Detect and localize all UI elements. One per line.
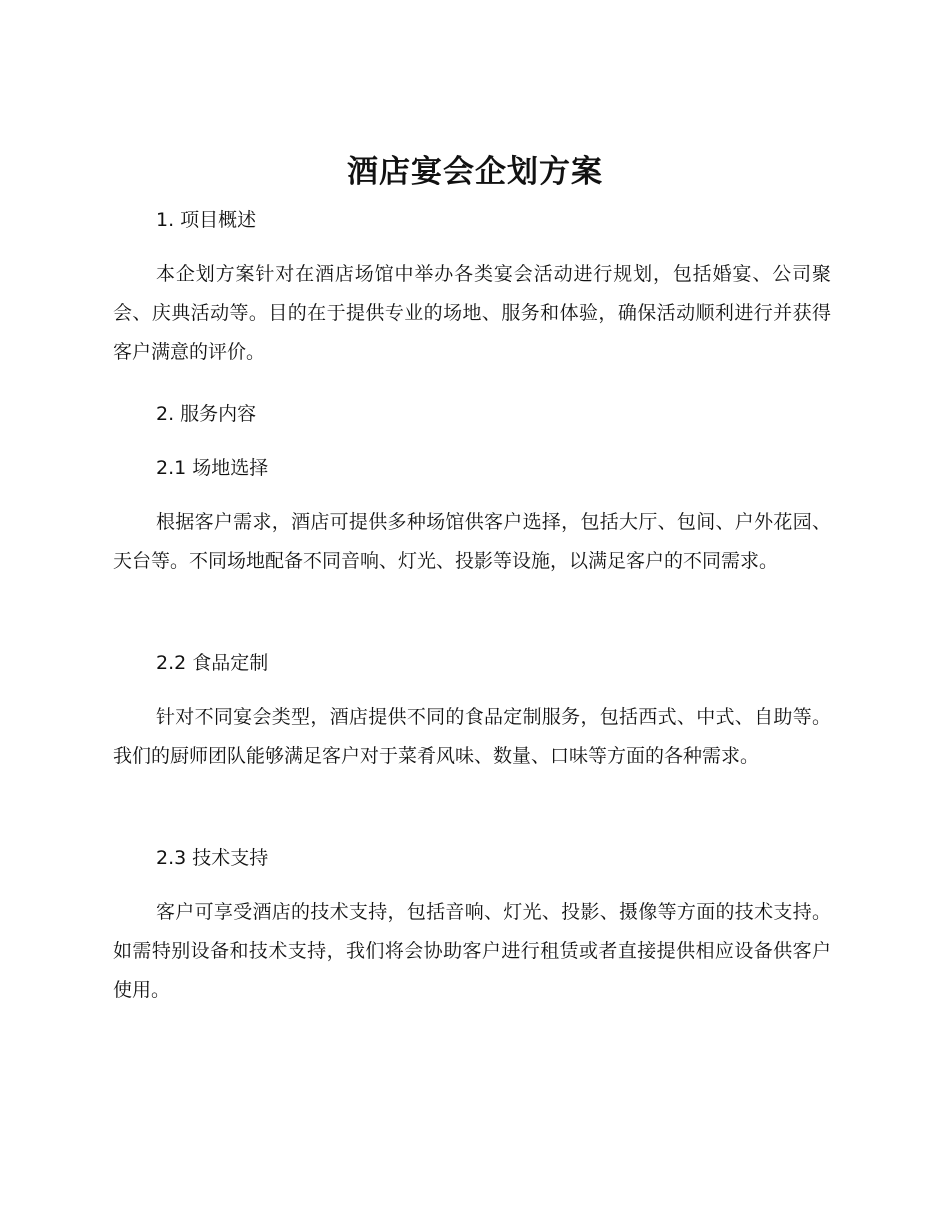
- section-heading-food-customization: 2.2 食品定制: [156, 652, 269, 674]
- section-body-project-overview: 本企划方案针对在酒店场馆中举办各类宴会活动进行规划，包括婚宴、公司聚会、庆典活动等。目的在于提供专业的场地、服务和体验，确保活动顺利进行并获得客户满意的评价。: [113, 263, 831, 363]
- section-heading-service-content: 2. 服务内容: [156, 403, 257, 425]
- section-heading-project-overview: 1. 项目概述: [156, 209, 257, 231]
- section-body-food-customization: 针对不同宴会类型，酒店提供不同的食品定制服务，包括西式、中式、自助等。我们的厨师团队能够满足客户对于菜肴风味、数量、口味等方面的各种需求。: [113, 706, 831, 767]
- section-heading-venue-selection: 2.1 场地选择: [156, 457, 269, 479]
- section-body-technical-support: 客户可享受酒店的技术支持，包括音响、灯光、投影、摄像等方面的技术支持。如需特别设备和技术支持，我们将会协助客户进行租赁或者直接提供相应设备供客户使用。: [113, 901, 831, 1001]
- document-title: 酒店宴会企划方案: [347, 154, 603, 190]
- section-heading-technical-support: 2.3 技术支持: [156, 847, 269, 869]
- section-body-venue-selection: 根据客户需求，酒店可提供多种场馆供客户选择，包括大厅、包间、户外花园、天台等。不同场地配备不同音响、灯光、投影等设施，以满足客户的不同需求。: [113, 511, 831, 572]
